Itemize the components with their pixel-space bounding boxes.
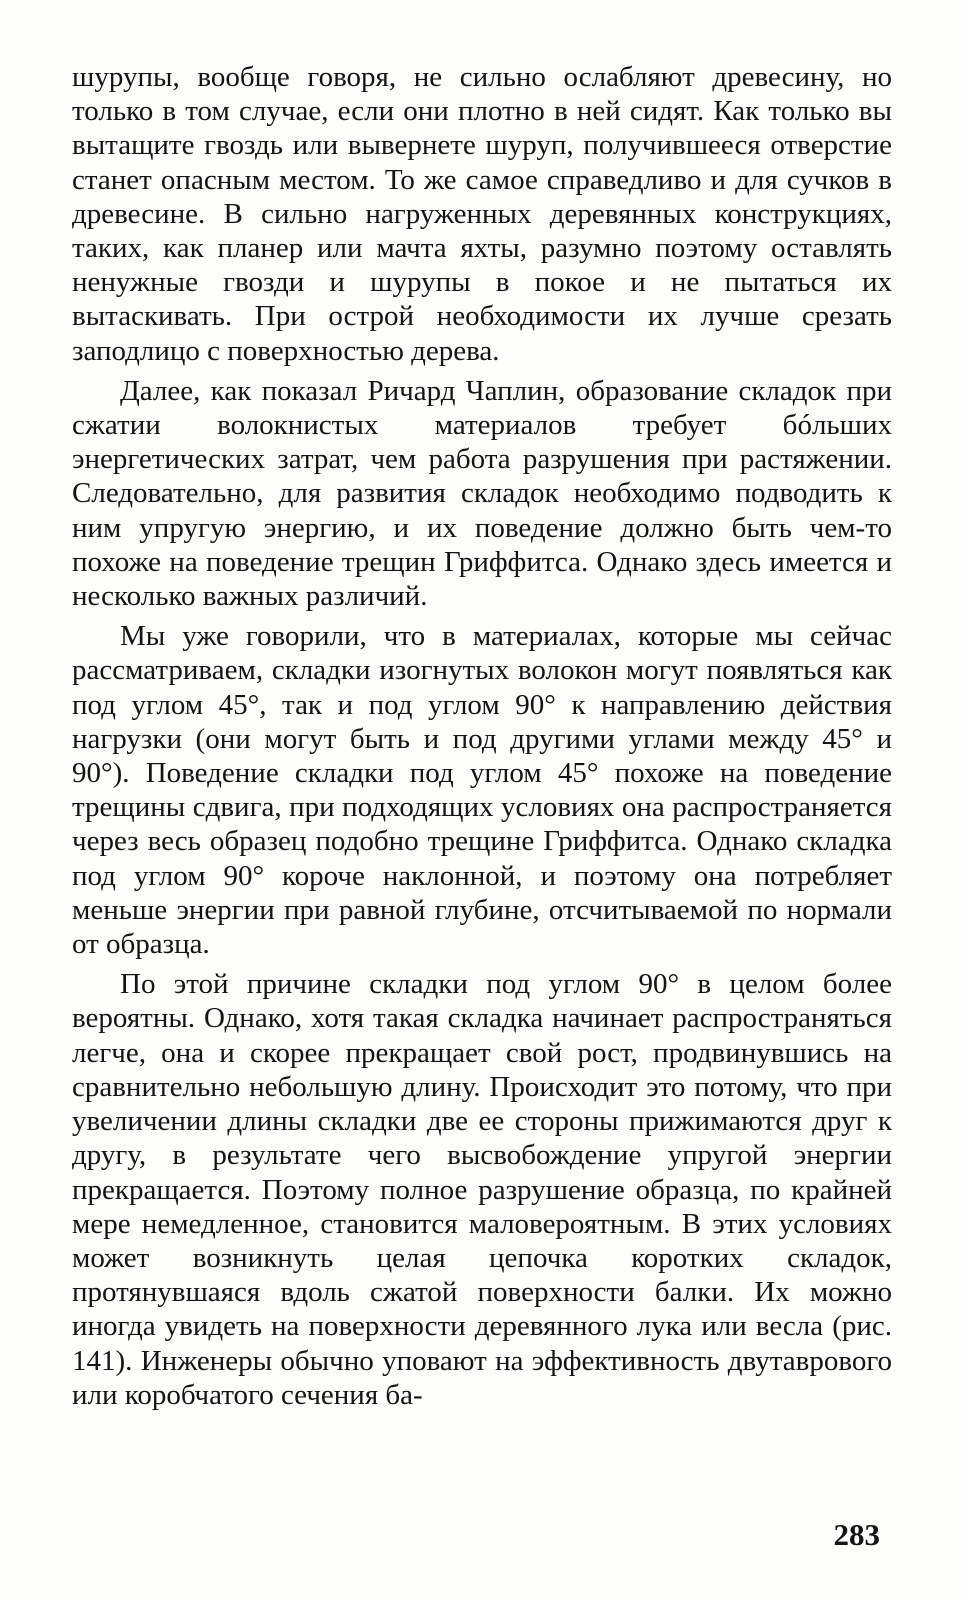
page-number: 283 bbox=[833, 1517, 880, 1552]
paragraph-3: Мы уже говорили, что в материалах, которые мы сейчас рассматриваем, складки изогнутых волокон могут появляться как под углом 45°, так и под углом 90° к направлению действия нагрузки (они могут быть и под другими углами между 45° и 90°). Поведение складки под углом 45° похоже на поведение трещины сдвига, при подходящих условиях она распространяется через весь образец подобно трещине Гриффитса. Однако складка под углом 90° короче наклонной, и поэтому она потребляет меньше энергии при равной глубине, отсчитываемой по нормали от образца. bbox=[72, 620, 892, 961]
paragraph-4: По этой причине складки под углом 90° в целом более вероятны. Однако, хотя такая складка начинает распространяться легче, она и скорее прекращает свой рост, продвинувшись на сравнительно небольшую длину. Происходит это потому, что при увеличении длины складки две ее стороны прижимаются друг к другу, в результате чего высвобождение упругой энергии прекращается. Поэтому полное разрушение образца, по крайней мере немедленное, становится маловероятным. В этих условиях может возникнуть целая цепочка коротких складок, протянувшаяся вдоль сжатой поверхности балки. Их можно иногда увидеть на поверхности деревянного лука или весла (рис. 141). Инженеры обычно уповают на эффективность двутаврового или коробчатого сечения ба- bbox=[72, 968, 892, 1411]
paragraph-1: шурупы, вообще говоря, не сильно ослабляют древесину, но только в том случае, если они плотно в ней сидят. Как только вы вытащите гвоздь или вывернете шуруп, получившееся отверстие станет опасным местом. То же самое справедливо и для сучков в древесине. В сильно нагруженных деревянных конструкциях, таких, как планер или мачта яхты, разумно поэтому оставлять ненужные гвозди и шурупы в покое и не пытаться их вытаскивать. При острой необходимости их лучше срезать заподлицо с поверхностью дерева. bbox=[72, 61, 892, 367]
paragraph-2: Далее, как показал Ричард Чаплин, образование складок при сжатии волокнистых материалов требует бóльших энергетических затрат, чем работа разрушения при растяжении. Следовательно, для развития складок необходимо подводить к ним упругую энергию, и их поведение должно быть чем-то похоже на поведение трещин Гриффитса. Однако здесь имеется и несколько важных различий. bbox=[72, 374, 892, 613]
body-text bbox=[72, 60, 892, 1412]
